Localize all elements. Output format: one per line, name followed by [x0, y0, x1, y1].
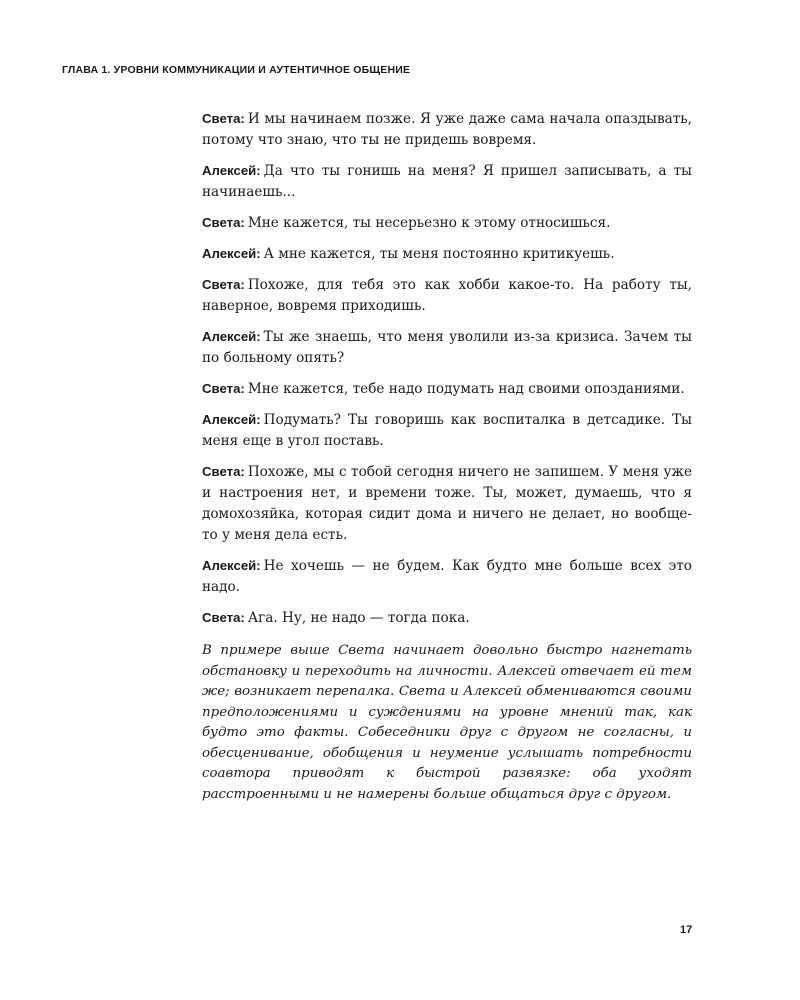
dialogue-text: Ага. Ну, не надо — тогда пока.: [247, 610, 470, 626]
dialogue-line: [202, 212, 692, 234]
dialogue-text: Да что ты гонишь на меня? Я пришел записывать, а ты начинаешь...: [202, 163, 692, 200]
dialogue-text: Похоже, для тебя это как хобби какое-то. На работу ты, наверное, вовремя приходишь.: [202, 277, 692, 314]
dialogue-text: Ты же знаешь, что меня уволили из-за кризиса. Зачем ты по больному опять?: [202, 329, 692, 366]
chapter-header: ГЛАВА 1. УРОВНИ КОММУНИКАЦИИ И АУТЕНТИЧНОЕ ОБЩЕНИЕ: [62, 64, 411, 76]
page-number: 17: [680, 924, 693, 936]
dialogue-text: И мы начинаем позже. Я уже даже сама начала опаздывать, потому что знаю, что ты не придешь вовремя.: [202, 111, 692, 148]
dialogue-line: [202, 108, 692, 151]
dialogue-line: [202, 160, 692, 203]
speaker-name: Алексей:: [202, 246, 261, 261]
speaker-name: Алексей:: [202, 558, 261, 573]
commentary-paragraph: В примере выше Света начинает довольно быстро нагнетать обстановку и переходить на личности. Алексей отвечает ей тем же; возникает перепалка. Света и Алексей обмениваются своими предположениями и суждениями на уровне мнений так, как будто это факты. Собеседники друг с другом не согласны, и обесценивание, обобщения и неумение услышать потребности соавтора приводят к быстрой развязке: оба уходят расстроенными и не намерены больше общаться друг с другом.: [202, 643, 692, 802]
dialogue-text: Не хочешь — не будем. Как будто мне больше всех это надо.: [202, 558, 692, 595]
speaker-name: Алексей:: [202, 329, 261, 344]
dialogue-text: Похоже, мы с тобой сегодня ничего не запишем. У меня уже и настроения нет, и времени тоже. Ты, может, думаешь, что я домохозяйка, которая сидит дома и ничего не делает, но вообще-то у меня дела есть.: [202, 464, 692, 543]
speaker-name: Алексей:: [202, 412, 261, 427]
dialogue-line: [202, 409, 692, 452]
dialogue-text: Мне кажется, тебе надо подумать над своими опозданиями.: [247, 381, 685, 397]
dialogue-line: [202, 461, 692, 546]
speaker-name: Света:: [202, 610, 245, 625]
dialogue-line: [202, 378, 692, 400]
dialogue-text: Мне кажется, ты несерьезно к этому относишься.: [247, 215, 611, 231]
speaker-name: Света:: [202, 277, 245, 292]
dialogue-line: [202, 274, 692, 317]
page-body: [202, 108, 692, 805]
dialogue-line: [202, 555, 692, 598]
dialogue-line: [202, 243, 692, 265]
dialogue-line: [202, 326, 692, 369]
dialogue-line: [202, 607, 692, 629]
speaker-name: Света:: [202, 111, 245, 126]
speaker-name: Алексей:: [202, 163, 261, 178]
speaker-name: Света:: [202, 381, 245, 396]
speaker-name: Света:: [202, 464, 245, 479]
dialogue-text: А мне кажется, ты меня постоянно критикуешь.: [263, 246, 615, 262]
speaker-name: Света:: [202, 215, 245, 230]
dialogue-text: Подумать? Ты говоришь как воспиталка в детсадике. Ты меня еще в угол поставь.: [202, 412, 692, 449]
